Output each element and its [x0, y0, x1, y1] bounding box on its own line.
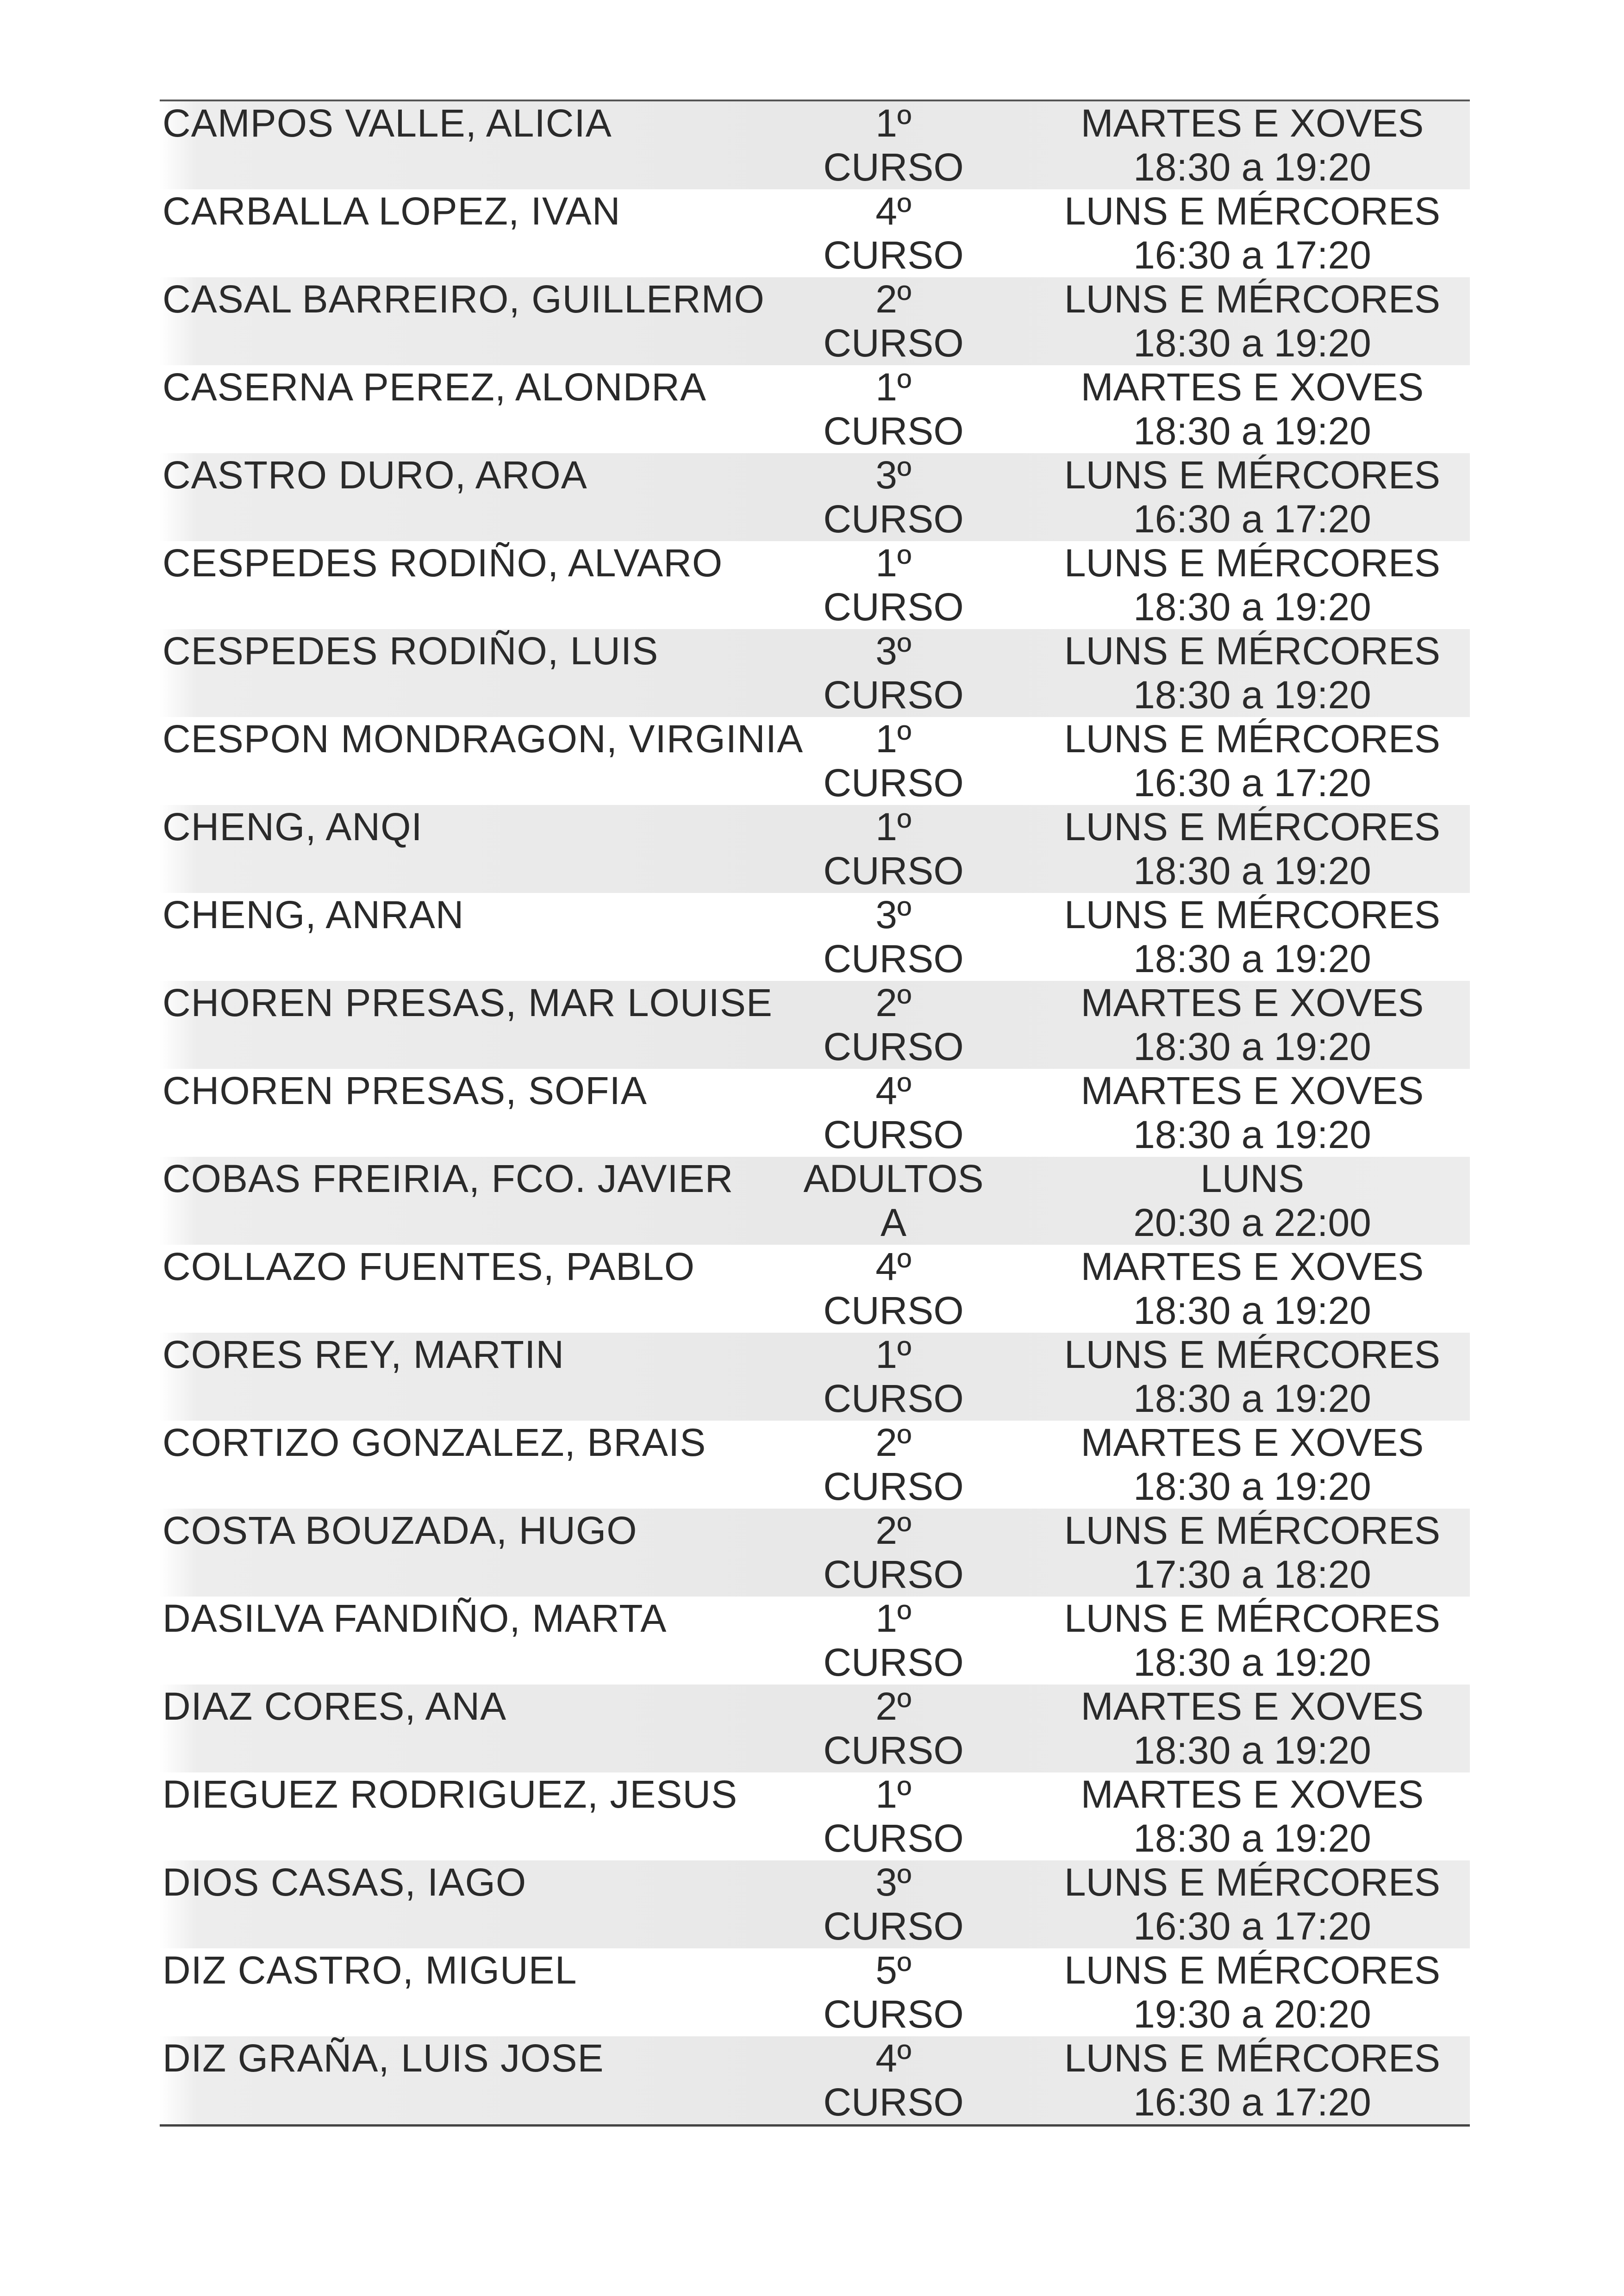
- schedule-time: 18:30 a 19:20: [1133, 1728, 1371, 1772]
- schedule-time: 17:30 a 18:20: [1133, 1553, 1371, 1596]
- schedule-days: MARTES E XOVES: [1081, 1245, 1424, 1288]
- schedule-time: 18:30 a 19:20: [1133, 585, 1371, 629]
- course-level: 4º CURSO: [823, 1069, 964, 1156]
- schedule-time: 18:30 a 19:20: [1133, 1025, 1371, 1068]
- schedule-days: LUNS E MÉRCORES: [1064, 189, 1441, 233]
- schedule-days: LUNS E MÉRCORES: [1064, 1597, 1441, 1640]
- student-schedule-table: [160, 100, 1470, 2127]
- student-name: CESPON MONDRAGON, VIRGINIA: [162, 717, 804, 761]
- schedule-time: 16:30 a 17:20: [1133, 497, 1371, 541]
- course-level: 2º CURSO: [823, 277, 964, 365]
- table-row: [160, 1685, 1470, 1772]
- student-name: CASAL BARREIRO, GUILLERMO: [162, 277, 765, 321]
- table-row: [160, 1157, 1470, 1245]
- class-schedule: [1021, 1860, 1484, 1948]
- class-schedule: [1021, 805, 1484, 893]
- table-row: [160, 717, 1470, 805]
- table-row: [160, 541, 1470, 629]
- course-level: 2º CURSO: [823, 1421, 964, 1508]
- course-level: 4º CURSO: [823, 2036, 964, 2124]
- schedule-days: LUNS E MÉRCORES: [1064, 1860, 1441, 1904]
- class-schedule: [1021, 189, 1484, 277]
- student-name: COBAS FREIRIA, FCO. JAVIER: [162, 1157, 734, 1200]
- class-schedule: [1021, 1685, 1484, 1772]
- schedule-time: 18:30 a 19:20: [1133, 673, 1371, 717]
- course-level: 1º CURSO: [823, 1772, 964, 1860]
- class-schedule: [1021, 2036, 1484, 2124]
- table-row: [160, 101, 1470, 189]
- class-schedule: [1021, 1772, 1484, 1860]
- student-name: CESPEDES RODIÑO, ALVARO: [162, 541, 723, 585]
- student-name: CHENG, ANQI: [162, 805, 423, 849]
- course-level: 5º CURSO: [823, 1948, 964, 2036]
- course-level: 2º CURSO: [823, 981, 964, 1068]
- class-schedule: [1021, 1157, 1484, 1245]
- student-name: DIEGUEZ RODRIGUEZ, JESUS: [162, 1772, 738, 1816]
- table-row: [160, 277, 1470, 365]
- schedule-days: MARTES E XOVES: [1081, 1685, 1424, 1728]
- course-level: 3º CURSO: [823, 453, 964, 541]
- table-row: [160, 1860, 1470, 1948]
- course-level: 1º CURSO: [823, 1333, 964, 1420]
- schedule-time: 16:30 a 17:20: [1133, 761, 1371, 805]
- class-schedule: [1021, 541, 1484, 629]
- student-name: CASTRO DURO, AROA: [162, 453, 587, 497]
- schedule-time: 18:30 a 19:20: [1133, 1113, 1371, 1156]
- table-row: [160, 981, 1470, 1069]
- schedule-days: MARTES E XOVES: [1081, 101, 1424, 145]
- schedule-days: LUNS E MÉRCORES: [1064, 629, 1441, 673]
- student-name: CHOREN PRESAS, MAR LOUISE: [162, 981, 773, 1024]
- schedule-days: LUNS E MÉRCORES: [1064, 1333, 1441, 1376]
- class-schedule: [1021, 981, 1484, 1069]
- student-name: CESPEDES RODIÑO, LUIS: [162, 629, 659, 673]
- table-row: [160, 805, 1470, 893]
- table-row: [160, 1509, 1470, 1597]
- class-schedule: [1021, 277, 1484, 365]
- course-level: 3º CURSO: [823, 893, 964, 980]
- schedule-time: 18:30 a 19:20: [1133, 145, 1371, 189]
- schedule-time: 18:30 a 19:20: [1133, 1377, 1371, 1420]
- course-level: 3º CURSO: [823, 1860, 964, 1948]
- table-row: [160, 365, 1470, 453]
- course-level: 1º CURSO: [823, 365, 964, 453]
- student-name: CHOREN PRESAS, SOFIA: [162, 1069, 647, 1112]
- schedule-time: 16:30 a 17:20: [1133, 233, 1371, 277]
- student-name: CORES REY, MARTIN: [162, 1333, 565, 1376]
- schedule-time: 20:30 a 22:00: [1133, 1201, 1371, 1244]
- schedule-time: 18:30 a 19:20: [1133, 1816, 1371, 1860]
- class-schedule: [1021, 629, 1484, 717]
- schedule-time: 16:30 a 17:20: [1133, 2080, 1371, 2124]
- table-row: [160, 1333, 1470, 1421]
- schedule-days: LUNS E MÉRCORES: [1064, 277, 1441, 321]
- class-schedule: [1021, 1509, 1484, 1597]
- schedule-time: 16:30 a 17:20: [1133, 1904, 1371, 1948]
- class-schedule: [1021, 1245, 1484, 1333]
- schedule-time: 18:30 a 19:20: [1133, 849, 1371, 892]
- schedule-days: LUNS: [1200, 1157, 1305, 1200]
- table-row: [160, 1597, 1470, 1685]
- table-row: [160, 1421, 1470, 1509]
- table-row: [160, 629, 1470, 717]
- class-schedule: [1021, 893, 1484, 981]
- class-schedule: [1021, 717, 1484, 805]
- student-name: CARBALLA LOPEZ, IVAN: [162, 189, 621, 233]
- table-row: [160, 1772, 1470, 1860]
- student-name: CAMPOS VALLE, ALICIA: [162, 101, 612, 145]
- student-name: DIAZ CORES, ANA: [162, 1685, 507, 1728]
- schedule-days: LUNS E MÉRCORES: [1064, 453, 1441, 497]
- course-level: 2º CURSO: [823, 1685, 964, 1772]
- schedule-days: LUNS E MÉRCORES: [1064, 893, 1441, 936]
- schedule-days: MARTES E XOVES: [1081, 365, 1424, 409]
- table-row: [160, 893, 1470, 981]
- student-name: COSTA BOUZADA, HUGO: [162, 1509, 637, 1552]
- student-name: DIOS CASAS, IAGO: [162, 1860, 527, 1904]
- class-schedule: [1021, 1948, 1484, 2036]
- schedule-days: MARTES E XOVES: [1081, 1069, 1424, 1112]
- student-name: CHENG, ANRAN: [162, 893, 464, 936]
- table-row: [160, 2036, 1470, 2124]
- course-level: 1º CURSO: [823, 1597, 964, 1684]
- student-name: COLLAZO FUENTES, PABLO: [162, 1245, 695, 1288]
- schedule-time: 19:30 a 20:20: [1133, 1992, 1371, 2036]
- schedule-days: LUNS E MÉRCORES: [1064, 541, 1441, 585]
- table-row: [160, 1069, 1470, 1157]
- class-schedule: [1021, 1421, 1484, 1509]
- student-name: CASERNA PEREZ, ALONDRA: [162, 365, 706, 409]
- schedule-time: 18:30 a 19:20: [1133, 1289, 1371, 1332]
- course-level: 4º CURSO: [823, 189, 964, 277]
- student-name: DIZ CASTRO, MIGUEL: [162, 1948, 577, 1992]
- schedule-days: MARTES E XOVES: [1081, 1772, 1424, 1816]
- schedule-days: LUNS E MÉRCORES: [1064, 805, 1441, 849]
- class-schedule: [1021, 453, 1484, 541]
- class-schedule: [1021, 365, 1484, 453]
- course-level: 3º CURSO: [823, 629, 964, 717]
- schedule-days: LUNS E MÉRCORES: [1064, 2036, 1441, 2080]
- student-name: DASILVA FANDIÑO, MARTA: [162, 1597, 667, 1640]
- student-name: DIZ GRAÑA, LUIS JOSE: [162, 2036, 604, 2080]
- course-level: 1º CURSO: [823, 101, 964, 189]
- schedule-days: LUNS E MÉRCORES: [1064, 1509, 1441, 1552]
- table-row: [160, 453, 1470, 541]
- schedule-time: 18:30 a 19:20: [1133, 321, 1371, 365]
- course-level: 1º CURSO: [823, 541, 964, 629]
- schedule-time: 18:30 a 19:20: [1133, 1465, 1371, 1508]
- schedule-time: 18:30 a 19:20: [1133, 1641, 1371, 1684]
- course-level: 2º CURSO: [823, 1509, 964, 1596]
- schedule-time: 18:30 a 19:20: [1133, 937, 1371, 980]
- class-schedule: [1021, 1333, 1484, 1421]
- course-level: 1º CURSO: [823, 717, 964, 805]
- schedule-days: LUNS E MÉRCORES: [1064, 1948, 1441, 1992]
- course-level: ADULTOS A: [803, 1157, 984, 1244]
- course-level: 4º CURSO: [823, 1245, 964, 1332]
- class-schedule: [1021, 1069, 1484, 1157]
- class-schedule: [1021, 101, 1484, 189]
- course-level: 1º CURSO: [823, 805, 964, 892]
- table-row: [160, 1245, 1470, 1333]
- schedule-days: MARTES E XOVES: [1081, 981, 1424, 1024]
- table-row: [160, 189, 1470, 277]
- schedule-days: LUNS E MÉRCORES: [1064, 717, 1441, 761]
- table-row: [160, 1948, 1470, 2036]
- schedule-time: 18:30 a 19:20: [1133, 409, 1371, 453]
- schedule-days: MARTES E XOVES: [1081, 1421, 1424, 1464]
- class-schedule: [1021, 1597, 1484, 1685]
- student-name: CORTIZO GONZALEZ, BRAIS: [162, 1421, 706, 1464]
